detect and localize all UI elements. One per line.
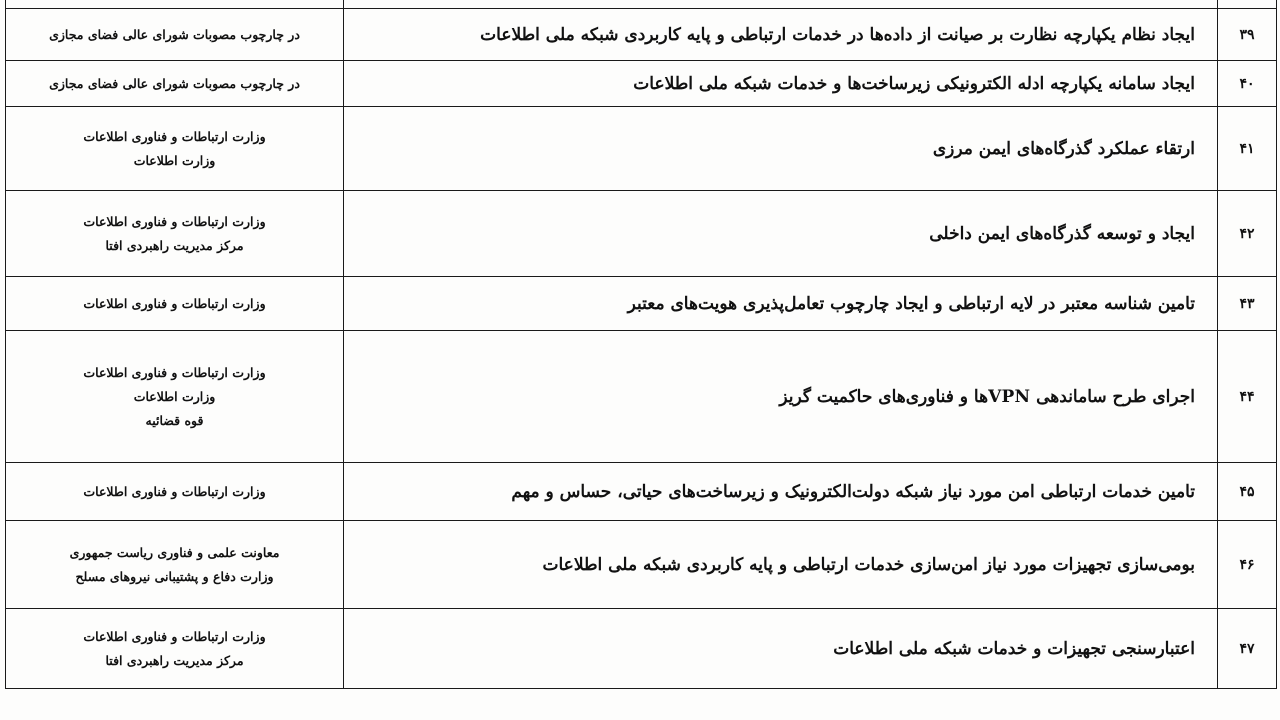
row-number: ۳۹ bbox=[1218, 9, 1277, 61]
table-row bbox=[6, 107, 1277, 191]
action-title: تامین خدمات ارتباطی امن مورد نیاز شبکه دولت‌الکترونیک و زیرساخت‌های حیاتی، حساس و مهم bbox=[344, 463, 1218, 521]
table-row bbox=[6, 61, 1277, 107]
row-number: ۴۲ bbox=[1218, 191, 1277, 277]
responsible-body: وزارت ارتباطات و فناوری اطلاعات bbox=[83, 128, 266, 144]
responsible-body: قوه قضائیه bbox=[145, 412, 204, 428]
table-row bbox=[6, 191, 1277, 277]
table-body bbox=[6, 0, 1277, 689]
action-title: تامین شناسه معتبر در لایه ارتباطی و ایجاد چارچوب تعامل‌پذیری هویت‌های معتبر bbox=[344, 277, 1218, 331]
responsible-body: وزارت ارتباطات و فناوری اطلاعات bbox=[83, 295, 266, 311]
responsible-body: مرکز مدیریت راهبردی افتا bbox=[105, 237, 244, 253]
row-number: ۴۷ bbox=[1218, 609, 1277, 689]
responsible-body: وزارت ارتباطات و فناوری اطلاعات bbox=[83, 483, 266, 499]
responsible-body: وزارت ارتباطات و فناوری اطلاعات bbox=[83, 628, 266, 644]
responsible-bodies bbox=[6, 191, 344, 277]
action-title: ایجاد نظام یکپارچه نظارت بر صیانت از داده‌ها در خدمات ارتباطی و پایه کاربردی شبکه ملی اطلاعات bbox=[344, 9, 1218, 61]
responsible-body: معاونت علمی و فناوری ریاست جمهوری bbox=[69, 544, 280, 560]
responsible-body: وزارت ارتباطات و فناوری اطلاعات bbox=[83, 364, 266, 380]
responsible-bodies bbox=[6, 9, 344, 61]
responsible-bodies bbox=[6, 107, 344, 191]
responsible-body: در چارچوب مصوبات شورای عالی فضای مجازی bbox=[49, 26, 300, 42]
row-number: ۴۶ bbox=[1218, 521, 1277, 609]
action-title: اعتبارسنجی تجهیزات و خدمات شبکه ملی اطلاعات bbox=[344, 609, 1218, 689]
action-title: بومی‌سازی تجهیزات مورد نیاز امن‌سازی خدمات ارتباطی و پایه کاربردی شبکه ملی اطلاعات bbox=[344, 521, 1218, 609]
table-row bbox=[6, 609, 1277, 689]
row-number: ۴۴ bbox=[1218, 331, 1277, 463]
responsible-body: وزارت اطلاعات bbox=[133, 388, 216, 404]
responsible-body: وزارت اطلاعات bbox=[133, 152, 216, 168]
responsible-bodies bbox=[6, 463, 344, 521]
action-title bbox=[344, 0, 1218, 9]
responsible-body: در چارچوب مصوبات شورای عالی فضای مجازی bbox=[49, 75, 300, 91]
action-title: ارتقاء عملکرد گذرگاه‌های ایمن مرزی bbox=[344, 107, 1218, 191]
table-row bbox=[6, 521, 1277, 609]
responsible-body: وزارت ارتباطات و فناوری اطلاعات bbox=[83, 213, 266, 229]
action-title: ایجاد و توسعه گذرگاه‌های ایمن داخلی bbox=[344, 191, 1218, 277]
responsible-bodies bbox=[6, 61, 344, 107]
row-number: ۴۰ bbox=[1218, 61, 1277, 107]
responsible-bodies bbox=[6, 521, 344, 609]
table-row bbox=[6, 331, 1277, 463]
responsible-bodies bbox=[6, 0, 344, 9]
responsible-body: وزارت دفاع و پشتیبانی نیروهای مسلح bbox=[75, 568, 274, 584]
responsible-bodies bbox=[6, 277, 344, 331]
action-plan-table bbox=[5, 0, 1277, 689]
row-number: ۴۳ bbox=[1218, 277, 1277, 331]
responsible-bodies bbox=[6, 331, 344, 463]
row-number bbox=[1218, 0, 1277, 9]
table-row bbox=[6, 463, 1277, 521]
action-title: اجرای طرح ساماندهی VPNها و فناوری‌های حاکمیت گریز bbox=[344, 331, 1218, 463]
row-number: ۴۵ bbox=[1218, 463, 1277, 521]
table-row bbox=[6, 277, 1277, 331]
responsible-body: مرکز مدیریت راهبردی افتا bbox=[105, 652, 244, 668]
responsible-bodies bbox=[6, 609, 344, 689]
table-row bbox=[6, 9, 1277, 61]
row-number: ۴۱ bbox=[1218, 107, 1277, 191]
action-title: ایجاد سامانه یکپارچه ادله الکترونیکی زیرساخت‌ها و خدمات شبکه ملی اطلاعات bbox=[344, 61, 1218, 107]
table-row-cut-off bbox=[6, 0, 1277, 9]
